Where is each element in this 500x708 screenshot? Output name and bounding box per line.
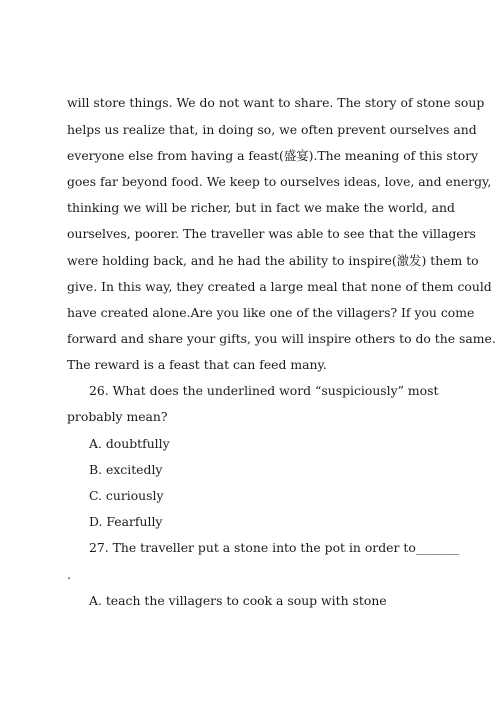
passage-line: helps us realize that, in doing so, we often prevent ourselves and	[67, 122, 477, 137]
passage-line: have created alone.Are you like one of the villagers? If you come	[67, 305, 475, 320]
passage-line: forward and share your gifts, you will inspire others to do the same.	[67, 331, 496, 346]
question-26-option-d: D. Fearfully	[89, 514, 163, 529]
question-26-option-c: C. curiously	[89, 488, 164, 503]
passage-line: goes far beyond food. We keep to ourselves ideas, love, and energy,	[67, 174, 492, 189]
passage-line: thinking we will be richer, but in fact we make the world, and	[67, 200, 455, 215]
passage-line: ourselves, poorer. The traveller was able to see that the villagers	[67, 226, 476, 241]
question-27-option-a: A. teach the villagers to cook a soup with stone	[89, 593, 387, 608]
passage-line: give. In this way, they created a large meal that none of them could	[67, 279, 492, 294]
question-26-option-b: B. excitedly	[89, 462, 163, 477]
passage-line: will store things. We do not want to share. The story of stone soup	[67, 95, 485, 110]
question-27-stem: 27. The traveller put a stone into the pot in order to_______	[89, 540, 460, 555]
question-26-stem-cont: probably mean?	[67, 409, 168, 424]
question-26-stem: 26. What does the underlined word “suspiciously” most	[89, 383, 439, 398]
question-27-stem-cont: .	[67, 567, 71, 582]
passage-line: were holding back, and he had the ability to inspire(激发) them to	[67, 253, 479, 268]
passage-line: everyone else from having a feast(盛宴).The meaning of this story	[67, 148, 479, 163]
passage-line: The reward is a feast that can feed many.	[67, 357, 327, 372]
question-26-option-a: A. doubtfully	[89, 436, 170, 451]
